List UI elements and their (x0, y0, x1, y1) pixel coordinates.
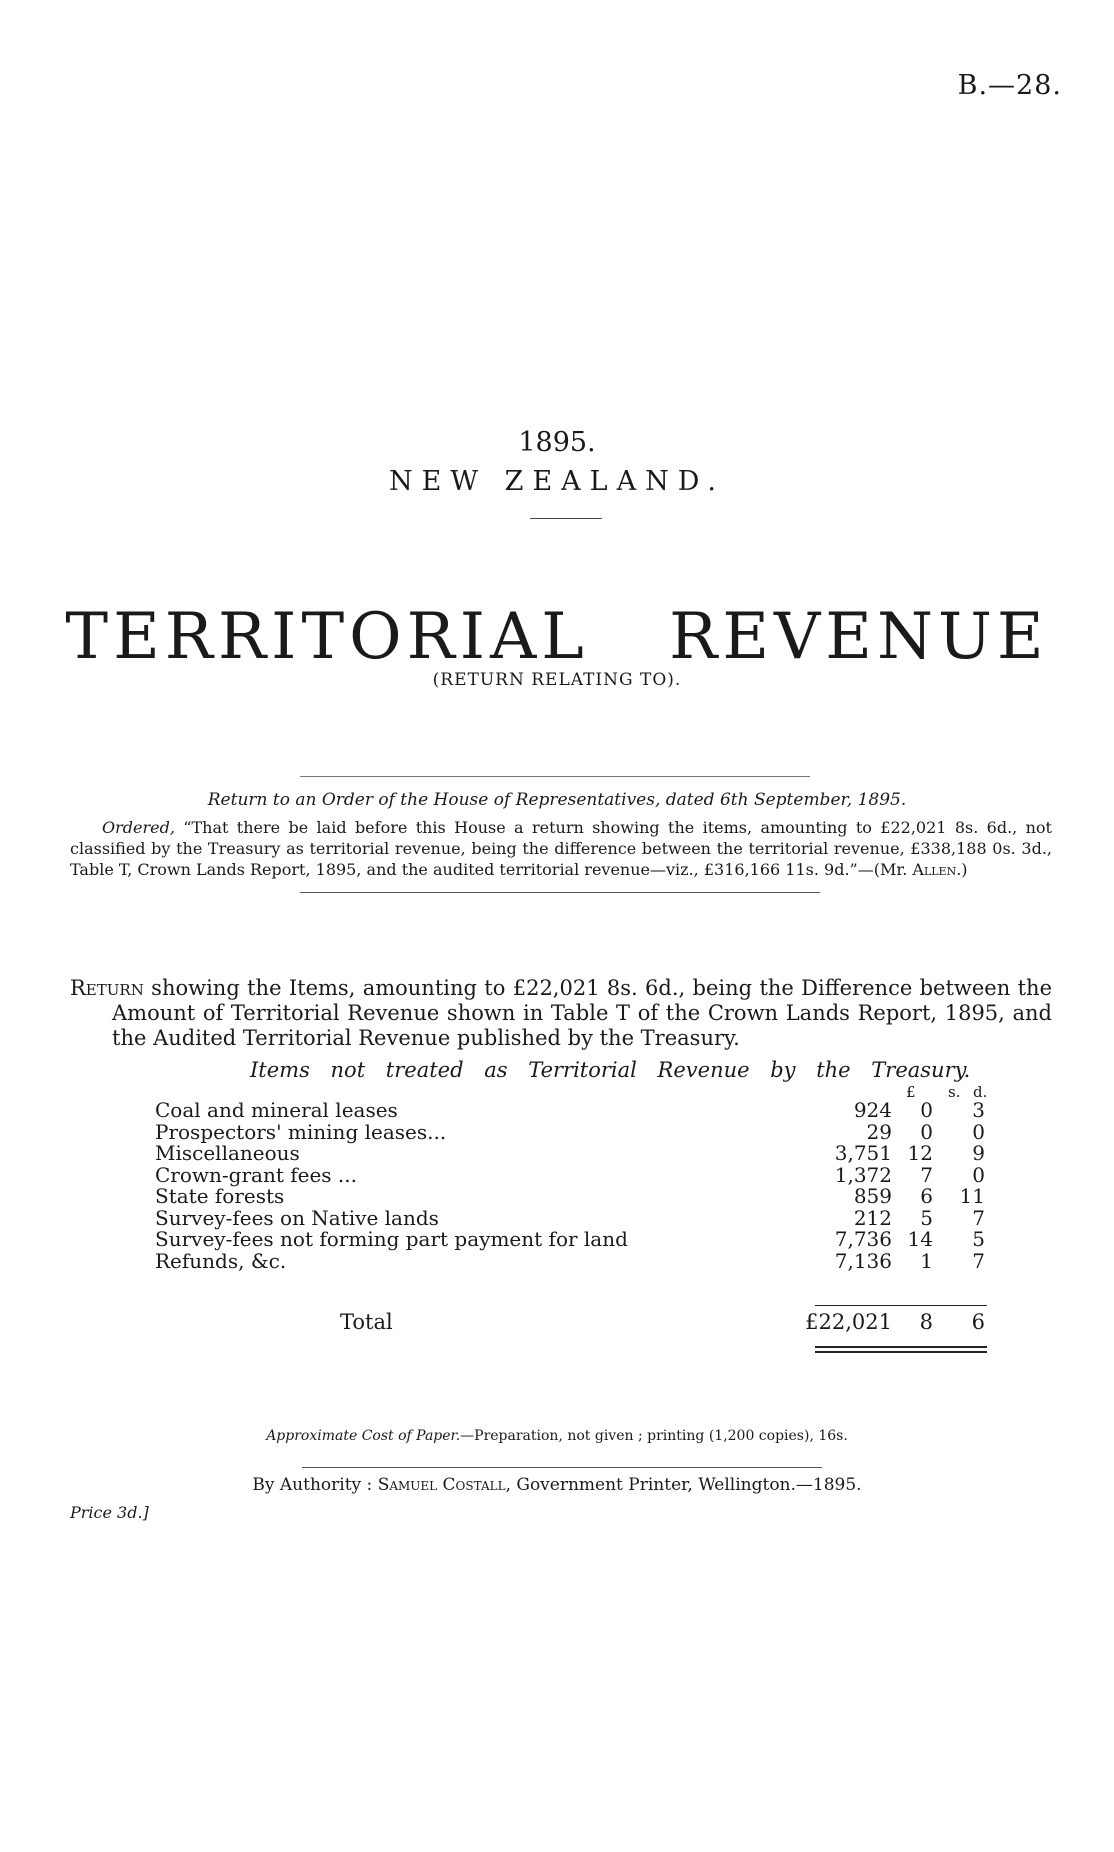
row-pounds: 3,751 (834, 1141, 892, 1165)
total-row (155, 1310, 985, 1336)
row-shillings: 0 (920, 1098, 933, 1122)
total-shillings: 8 (919, 1310, 933, 1334)
row-pence: 7 (972, 1205, 985, 1230)
row-pence: 11 (959, 1184, 985, 1208)
row-pence: 9 (972, 1141, 985, 1165)
row-shillings: 0 (920, 1119, 933, 1144)
authority-prefix: By Authority : (252, 1475, 378, 1495)
row-shillings: 12 (907, 1141, 933, 1165)
total-double-rule-top (815, 1346, 987, 1348)
row-label: State forests (155, 1184, 285, 1208)
table-row (155, 1119, 985, 1144)
row-pence: 3 (972, 1098, 985, 1122)
table-row (155, 1229, 985, 1251)
order-top-divider (300, 776, 810, 777)
pounds-header: £ (906, 1083, 916, 1101)
row-pounds: 924 (853, 1098, 892, 1122)
pence-header: d. (973, 1083, 988, 1101)
cost-text: —Preparation, not given ; printing (1,200 copies), 16s. (460, 1428, 848, 1444)
row-shillings: 5 (920, 1205, 933, 1230)
row-label: Survey-fees not forming part payment for land (155, 1227, 628, 1251)
row-label: Coal and mineral leases (155, 1098, 398, 1122)
row-pounds: 859 (853, 1184, 892, 1208)
return-lead: Return (70, 976, 144, 1000)
footer-divider (302, 1467, 822, 1468)
row-pounds: 212 (853, 1205, 892, 1230)
cost-of-paper (0, 1428, 1114, 1444)
order-bottom-divider (300, 892, 820, 893)
table-row (155, 1162, 985, 1187)
row-pence: 0 (972, 1119, 985, 1144)
return-text: showing the Items, amounting to £22,021 8s. 6d., being the Difference between the Amount of Territorial Revenue shown in Table T of the Crown Lands Report, 1895, and the Audited Territorial Revenue published by the Treasury. (112, 976, 1052, 1050)
table-row (155, 1248, 985, 1273)
row-label: Crown-grant fees ... (155, 1162, 357, 1187)
sum-rule (815, 1305, 987, 1306)
total-pounds: £22,021 (805, 1310, 892, 1334)
row-pounds: 1,372 (834, 1162, 892, 1187)
printer-authority (0, 1475, 1114, 1495)
items-table (155, 1100, 985, 1272)
row-shillings: 1 (920, 1248, 933, 1273)
ordered-paragraph (70, 817, 1052, 880)
document-year: 1895. (518, 427, 596, 458)
shillings-header: s. (948, 1083, 961, 1101)
paper-reference: B.—28. (957, 70, 1062, 101)
ordered-text: “That there be laid before this House a return showing the items, amounting to £22,021 8s. 6d., not classified by the Treasury as territorial revenue, being the difference between the territorial revenue, £338,188 0s. 3d., Table T, Crown Lands Report, 1895, and the audited territorial revenue—viz., £316,166 11s. 9d.”—(Mr. (70, 818, 1052, 879)
total-label: Total (340, 1310, 393, 1334)
return-order-line: Return to an Order of the House of Representatives, dated 6th September, 1895. (207, 790, 907, 810)
short-divider (530, 518, 602, 519)
row-pence: 5 (972, 1227, 985, 1251)
ordered-end: .) (956, 860, 968, 879)
return-statement (70, 976, 1052, 1051)
row-label: Prospectors' mining leases... (155, 1119, 447, 1144)
row-pounds: 29 (866, 1119, 892, 1144)
total-pence: 6 (971, 1310, 985, 1334)
row-label: Survey-fees on Native lands (155, 1205, 439, 1230)
table-row (155, 1100, 985, 1122)
row-label: Miscellaneous (155, 1141, 300, 1165)
cost-label: Approximate Cost of Paper. (266, 1428, 461, 1444)
table-heading: Items not treated as Territorial Revenue by the Treasury. (250, 1058, 971, 1082)
row-pence: 7 (972, 1248, 985, 1273)
ordered-label: Ordered, (102, 818, 175, 837)
row-shillings: 14 (907, 1227, 933, 1251)
country-heading: NEW ZEALAND. (389, 466, 725, 497)
ordered-mover: Allen (912, 860, 957, 879)
row-label: Refunds, &c. (155, 1248, 287, 1273)
row-pounds: 7,736 (834, 1227, 892, 1251)
authority-suffix: , Government Printer, Wellington.—1895. (505, 1475, 862, 1495)
table-row (155, 1186, 985, 1208)
row-pounds: 7,136 (834, 1248, 892, 1273)
table-row (155, 1205, 985, 1230)
row-shillings: 7 (920, 1162, 933, 1187)
table-row (155, 1143, 985, 1165)
document-subtitle: (RETURN RELATING TO). (432, 670, 682, 690)
row-shillings: 6 (920, 1184, 933, 1208)
row-pence: 0 (972, 1162, 985, 1187)
total-double-rule-bottom (815, 1351, 987, 1353)
price: Price 3d.] (70, 1503, 149, 1522)
printer-name: Samuel Costall (377, 1475, 506, 1495)
document-title: TERRITORIAL REVENUE (65, 600, 1049, 674)
